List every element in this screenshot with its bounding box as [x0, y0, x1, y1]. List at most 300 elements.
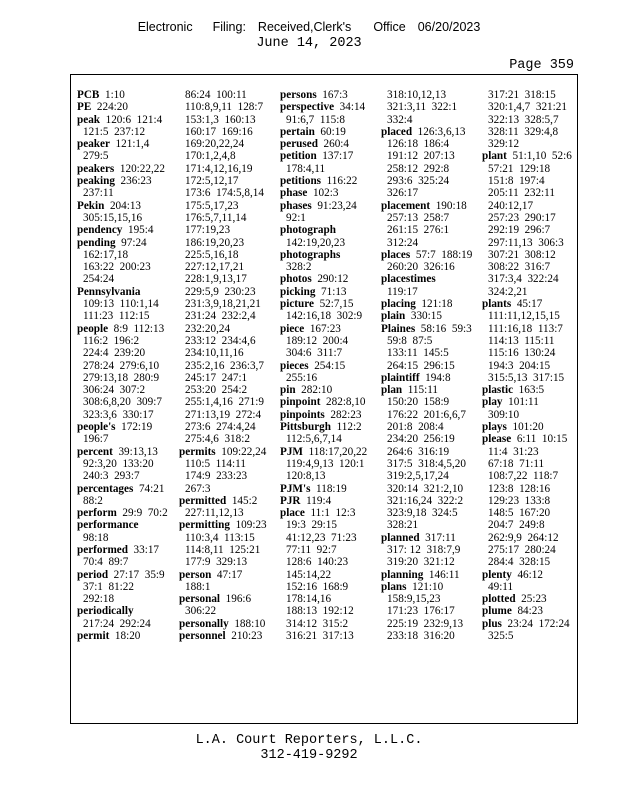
index-line — [179, 396, 275, 408]
index-line — [179, 360, 275, 372]
index-refs: 172:19 — [121, 421, 153, 434]
index-refs: 204:13 — [109, 199, 142, 212]
index-refs: 322:13 328:5,7 — [488, 113, 559, 126]
index-term: Pekin — [77, 199, 105, 212]
index-line — [482, 421, 578, 433]
index-column-1 — [77, 89, 173, 642]
index-refs: 173:6 174:5,8,14 — [185, 187, 264, 200]
index-line — [280, 421, 376, 433]
index-line — [280, 569, 376, 581]
index-line — [280, 323, 376, 335]
index-line — [179, 605, 275, 617]
index-line — [381, 261, 477, 273]
index-term: PJR — [280, 494, 301, 507]
index-line — [381, 421, 477, 433]
index-term: plotted — [482, 593, 516, 606]
index-line — [77, 470, 173, 482]
index-term: personally — [179, 617, 229, 630]
index-term: permitting — [179, 519, 230, 532]
index-refs: 59:8 87:5 — [387, 334, 433, 347]
index-term: plays — [482, 421, 507, 434]
index-line — [77, 114, 173, 126]
index-refs: 204:7 249:8 — [488, 519, 545, 532]
index-term: photographs — [280, 248, 341, 261]
index-line — [77, 483, 173, 495]
index-line — [482, 273, 578, 285]
index-refs: 191:12 207:13 — [387, 150, 455, 163]
index-line — [179, 310, 275, 322]
index-refs: 167:23 — [309, 322, 341, 335]
index-refs: 151:8 197:4 — [488, 175, 545, 188]
index-refs: 261:15 276:1 — [387, 224, 450, 237]
index-refs: 60:19 — [320, 125, 346, 138]
index-refs: 186:19,20,23 — [185, 236, 245, 249]
index-line — [482, 605, 578, 617]
index-line — [381, 335, 477, 347]
index-term: plan — [381, 384, 403, 397]
index-refs: 150:20 158:9 — [387, 396, 450, 409]
index-refs: 305:15,15,16 — [83, 211, 143, 224]
index-refs: 115:11 — [407, 384, 438, 397]
index-refs: 229:5,9 230:23 — [185, 285, 256, 298]
filing-word-3: Received,Clerk's — [257, 20, 352, 34]
index-refs: 1:10 — [104, 89, 125, 101]
index-line — [280, 224, 376, 236]
filing-word-5: 06/20/2023 — [417, 20, 481, 34]
index-refs: 279:5 — [83, 150, 109, 163]
index-line — [280, 630, 376, 642]
index-line — [482, 298, 578, 310]
index-line — [179, 237, 275, 249]
index-term: permits — [179, 445, 216, 458]
index-refs: 260:4 — [323, 138, 349, 151]
index-line — [381, 89, 477, 101]
index-refs: 84:23 — [517, 605, 543, 618]
index-line — [482, 126, 578, 138]
index-line — [482, 187, 578, 199]
index-line — [482, 89, 578, 101]
index-refs: 86:24 100:11 — [185, 89, 247, 101]
index-line — [381, 556, 477, 568]
index-refs: 195:4 — [127, 224, 154, 237]
index-refs: 284:4 328:15 — [488, 556, 551, 569]
index-term: plastic — [482, 384, 514, 397]
index-refs: 137:17 — [322, 150, 354, 163]
index-refs: 118:17,20,22 — [308, 445, 368, 458]
index-term: planning — [381, 568, 424, 581]
index-line — [381, 532, 477, 544]
index-line — [381, 360, 477, 372]
index-line — [381, 224, 477, 236]
index-refs: 119:4,9,13 120:1 — [286, 457, 365, 470]
index-refs: 225:19 232:9,13 — [387, 617, 464, 630]
index-line — [77, 409, 173, 421]
index-refs: 176:5,7,11,14 — [185, 211, 247, 224]
index-line — [482, 446, 578, 458]
index-refs: 41:12,23 71:23 — [286, 531, 357, 544]
index-line — [77, 212, 173, 224]
index-line — [482, 335, 578, 347]
index-refs: 279:13,18 280:9 — [83, 371, 160, 384]
index-refs: 190:18 — [435, 199, 467, 212]
index-refs: 101:11 — [508, 396, 539, 409]
index-refs: 19:3 29:15 — [286, 519, 337, 532]
index-line — [482, 163, 578, 175]
index-term: period — [77, 568, 109, 581]
index-refs: 194:3 204:15 — [488, 359, 551, 372]
index-term: people — [77, 322, 109, 335]
index-refs: 321:3,11 322:1 — [387, 101, 458, 114]
index-refs: 308:22 316:7 — [488, 261, 551, 274]
index-line — [179, 298, 275, 310]
index-refs: 189:12 200:4 — [286, 334, 349, 347]
index-line — [482, 114, 578, 126]
index-line — [482, 569, 578, 581]
index-refs: 332:4 — [387, 113, 413, 126]
index-line — [77, 569, 173, 581]
index-refs: 319:2,5,17,24 — [387, 470, 449, 483]
index-line — [280, 618, 376, 630]
index-refs: 120:8,13 — [286, 470, 326, 483]
index-refs: 91:6,7 115:8 — [286, 113, 345, 126]
index-column-2 — [179, 89, 275, 642]
index-line — [482, 175, 578, 187]
index-refs: 146:11 — [428, 568, 460, 581]
index-refs: 98:18 — [83, 531, 109, 544]
index-refs: 111:23 112:15 — [83, 310, 150, 323]
index-line — [179, 286, 275, 298]
index-line — [381, 150, 477, 162]
index-refs: 74:21 — [138, 482, 165, 495]
index-line — [280, 249, 376, 261]
index-term: play — [482, 396, 503, 409]
index-refs: 201:8 208:4 — [387, 421, 444, 434]
index-line — [482, 360, 578, 372]
index-line — [381, 433, 477, 445]
index-refs: 315:5,13 317:15 — [488, 371, 565, 384]
index-line — [179, 409, 275, 421]
index-refs: 232:20,24 — [185, 322, 231, 335]
index-term: plus — [482, 617, 502, 630]
index-line — [77, 335, 173, 347]
index-line — [482, 630, 578, 642]
index-line — [280, 556, 376, 568]
index-line — [280, 163, 376, 175]
index-term: petition — [280, 150, 317, 163]
index-line — [381, 519, 477, 531]
index-line — [482, 532, 578, 544]
index-line — [77, 495, 173, 507]
index-refs: 177:19,23 — [185, 224, 231, 237]
index-refs: 325:5 — [488, 630, 514, 643]
index-refs: 88:2 — [83, 494, 103, 507]
index-refs: 145:2 — [231, 494, 258, 507]
index-term: people's — [77, 421, 116, 434]
index-line — [280, 150, 376, 162]
index-line — [77, 138, 173, 150]
index-refs: 25:23 — [521, 593, 547, 606]
index-line — [280, 126, 376, 138]
index-refs: 255:16 — [286, 371, 318, 384]
index-term: place — [280, 507, 305, 520]
index-refs: 120:6 121:4 — [105, 113, 163, 126]
index-term: persons — [280, 89, 317, 101]
index-line — [381, 470, 477, 482]
index-refs: 160:17 169:16 — [185, 125, 253, 138]
index-refs: 142:16,18 302:9 — [286, 310, 363, 323]
index-line — [77, 593, 173, 605]
index-column-5 — [482, 89, 578, 642]
index-line — [280, 347, 376, 359]
index-line — [482, 396, 578, 408]
index-line — [77, 286, 173, 298]
index-line — [381, 507, 477, 519]
index-term: pieces — [280, 359, 309, 372]
index-line — [179, 544, 275, 556]
index-line — [381, 495, 477, 507]
index-line — [381, 347, 477, 359]
index-line — [77, 261, 173, 273]
index-refs: 92:3,20 133:20 — [83, 457, 154, 470]
index-line — [482, 507, 578, 519]
index-term: plain — [381, 310, 406, 323]
index-refs: 49:11 — [488, 580, 514, 593]
index-refs: 97:24 — [121, 236, 147, 249]
index-term: photos — [280, 273, 312, 286]
index-line — [77, 237, 173, 249]
index-refs: 11:4 31:23 — [488, 445, 539, 458]
index-line — [179, 347, 275, 359]
index-term: pending — [77, 236, 116, 249]
index-refs: 171:4,12,16,19 — [185, 162, 253, 175]
index-line — [179, 126, 275, 138]
index-refs: 271:13,19 272:4 — [185, 408, 262, 421]
index-line — [381, 618, 477, 630]
index-term: plant — [482, 150, 507, 163]
index-refs: 77:11 92:7 — [286, 543, 337, 556]
index-line — [77, 630, 173, 642]
index-refs: 115:16 130:24 — [488, 347, 556, 360]
index-term: Pittsburgh — [280, 421, 331, 434]
index-line — [280, 446, 376, 458]
index-refs: 52:7,15 — [319, 298, 354, 311]
index-refs: 34:14 — [339, 101, 366, 114]
index-refs: 330:15 — [410, 310, 442, 323]
index-refs: 33:17 — [133, 543, 160, 556]
index-line — [381, 458, 477, 470]
index-term: PE — [77, 101, 92, 114]
index-line — [179, 323, 275, 335]
index-refs: 328:11 329:4,8 — [488, 125, 559, 138]
index-line — [179, 114, 275, 126]
index-refs: 240:3 293:7 — [83, 470, 140, 483]
index-refs: 231:3,9,18,21,21 — [185, 298, 261, 311]
index-refs: 328:21 — [387, 519, 419, 532]
index-line — [482, 544, 578, 556]
index-refs: 224:20 — [96, 101, 128, 114]
index-refs: 257:13 258:7 — [387, 211, 450, 224]
index-refs: 308:6,8,20 309:7 — [83, 396, 162, 409]
index-refs: 45:17 — [516, 298, 543, 311]
index-line — [280, 101, 376, 113]
index-term: perform — [77, 507, 117, 520]
index-line — [482, 519, 578, 531]
index-term: perused — [280, 138, 318, 151]
filing-word-2: Filing: — [212, 20, 246, 34]
index-line — [280, 200, 376, 212]
index-line — [280, 605, 376, 617]
index-refs: 178:4,11 — [286, 162, 326, 175]
index-refs: 320:1,4,7 321:21 — [488, 101, 567, 114]
index-term: peaking — [77, 175, 115, 188]
index-line — [381, 187, 477, 199]
index-line — [482, 286, 578, 298]
index-line — [482, 138, 578, 150]
index-term: phases — [280, 199, 312, 212]
index-term: plants — [482, 298, 512, 311]
index-line — [179, 495, 275, 507]
index-line — [381, 200, 477, 212]
index-refs: 245:17 247:1 — [185, 371, 248, 384]
index-refs: 111:16,18 113:7 — [488, 322, 563, 335]
index-term: PCB — [77, 89, 100, 101]
index-line — [280, 372, 376, 384]
index-column-4 — [381, 89, 477, 642]
index-term: personnel — [179, 630, 226, 643]
index-line — [179, 335, 275, 347]
index-refs: 111:11,12,15,15 — [488, 310, 560, 323]
index-refs: 304:6 311:7 — [286, 347, 343, 360]
index-line — [482, 310, 578, 322]
index-refs: 317:5 318:4,5,20 — [387, 457, 466, 470]
index-line — [482, 483, 578, 495]
index-line — [179, 470, 275, 482]
index-refs: 329:12 — [488, 138, 520, 151]
index-line — [381, 384, 477, 396]
index-line — [280, 286, 376, 298]
index-line — [381, 372, 477, 384]
index-refs: 121:10 — [412, 580, 444, 593]
index-line — [280, 298, 376, 310]
index-line — [482, 200, 578, 212]
index-refs: 275:4,6 318:2 — [185, 433, 250, 446]
index-refs: 37:1 81:22 — [83, 580, 134, 593]
index-line — [280, 544, 376, 556]
index-refs: 177:9 329:13 — [185, 556, 248, 569]
index-term: petitions — [280, 175, 322, 188]
index-refs: 306:24 307:2 — [83, 384, 146, 397]
index-term: performance — [77, 519, 139, 532]
index-term: percent — [77, 445, 113, 458]
index-line — [280, 593, 376, 605]
index-line — [77, 163, 173, 175]
index-line — [179, 384, 275, 396]
index-refs: 316:21 317:13 — [286, 630, 354, 643]
index-term: personal — [179, 593, 221, 606]
index-refs: 236:23 — [120, 175, 152, 188]
index-refs: 23:24 172:24 — [507, 617, 570, 630]
index-refs: 321:16,24 322:2 — [387, 494, 464, 507]
index-line — [77, 249, 173, 261]
index-refs: 290:12 — [317, 273, 349, 286]
index-refs: 194:8 — [425, 371, 451, 384]
index-refs: 317: 12 318:7,9 — [387, 543, 461, 556]
index-line — [280, 581, 376, 593]
index-line — [381, 544, 477, 556]
page-number: Page 359 — [509, 58, 574, 73]
index-line — [381, 483, 477, 495]
index-line — [179, 212, 275, 224]
index-refs: 175:5,17,23 — [185, 199, 239, 212]
index-term: plume — [482, 605, 512, 618]
index-line — [280, 384, 376, 396]
index-line — [381, 126, 477, 138]
index-refs: 254:15 — [314, 359, 346, 372]
index-line — [179, 569, 275, 581]
index-line — [381, 175, 477, 187]
index-refs: 293:6 325:24 — [387, 175, 450, 188]
index-refs: 228:1,9,13,17 — [185, 273, 247, 286]
index-refs: 123:8 128:16 — [488, 482, 551, 495]
index-line — [77, 581, 173, 593]
index-refs: 162:17,18 — [83, 248, 129, 261]
index-line — [280, 138, 376, 150]
index-refs: 112:5,6,7,14 — [286, 433, 342, 446]
index-refs: 323:3,6 330:17 — [83, 408, 154, 421]
index-line — [381, 396, 477, 408]
index-line — [381, 138, 477, 150]
index-line — [280, 433, 376, 445]
index-refs: 67:18 71:11 — [488, 457, 545, 470]
index-line — [179, 261, 275, 273]
index-refs: 210:23 — [231, 630, 263, 643]
index-refs: 148:5 167:20 — [488, 507, 551, 520]
index-line — [381, 323, 477, 335]
index-term: planned — [381, 531, 420, 544]
index-refs: 255:1,4,16 271:9 — [185, 396, 264, 409]
index-line — [179, 593, 275, 605]
index-refs: 217:24 292:24 — [83, 617, 151, 630]
index-refs: 11:1 12:3 — [310, 507, 356, 520]
index-refs: 163:5 — [518, 384, 545, 397]
index-term: person — [179, 568, 212, 581]
index-line — [77, 273, 173, 285]
filing-stamp — [0, 20, 618, 34]
index-refs: 114:8,11 125:21 — [185, 543, 261, 556]
index-line — [77, 458, 173, 470]
index-refs: 119:17 — [387, 285, 418, 298]
index-term: permitted — [179, 494, 227, 507]
index-term: please — [482, 433, 512, 446]
index-line — [77, 433, 173, 445]
index-line — [381, 581, 477, 593]
index-line — [77, 618, 173, 630]
index-refs: 121:18 — [421, 298, 453, 311]
index-line — [179, 200, 275, 212]
index-refs: 39:13,13 — [118, 445, 158, 458]
index-refs: 196:7 — [83, 433, 109, 446]
index-line — [381, 212, 477, 224]
index-line — [280, 409, 376, 421]
index-line — [280, 114, 376, 126]
index-refs: 118:19 — [316, 482, 347, 495]
index-term: percentages — [77, 482, 134, 495]
index-refs: 121:5 237:12 — [83, 125, 146, 138]
index-refs: 307:21 308:12 — [488, 248, 556, 261]
index-refs: 57:21 129:18 — [488, 162, 551, 175]
index-line — [77, 175, 173, 187]
index-line — [381, 163, 477, 175]
